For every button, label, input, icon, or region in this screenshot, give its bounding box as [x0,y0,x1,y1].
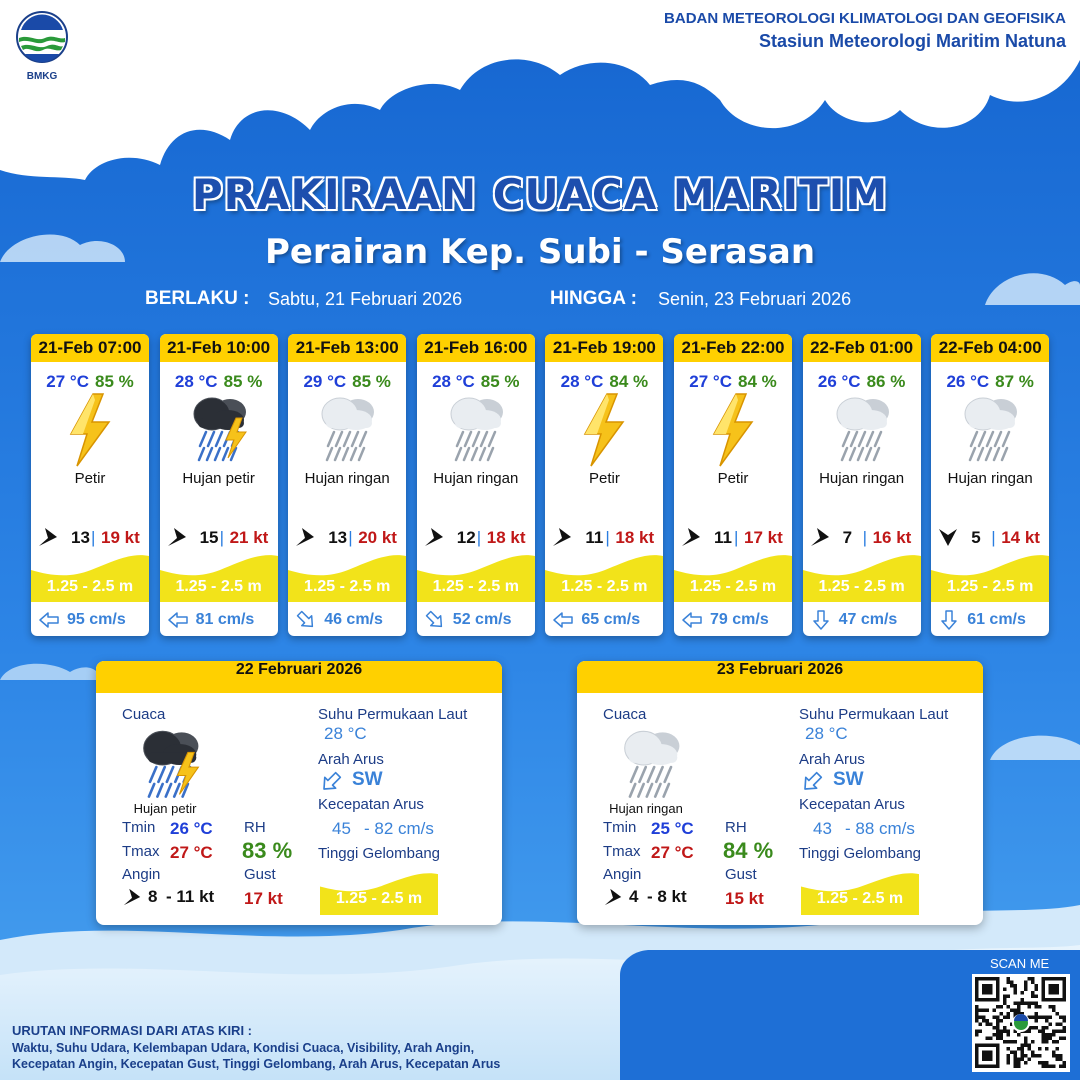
rh-label: RH [725,819,747,836]
relative-humidity: 87 % [995,372,1034,391]
legend-line-2: Kecepatan Angin, Kecepatan Gust, Tinggi Gelombang, Arah Arus, Kecepatan Arus [12,1057,501,1071]
rh-label: RH [244,819,266,836]
weather-label: Cuaca [122,706,166,723]
weather-condition: Hujan petir [182,470,255,487]
wind-gust: 17 kt [744,528,783,547]
weather-condition: Petir [74,470,106,487]
wind-direction-icon [166,526,188,548]
current-direction-icon [682,610,702,630]
wind-separator: | [862,528,868,547]
forecast-card [288,334,406,636]
wind-info [160,526,278,548]
sst-value: 28 °C [324,724,367,743]
wind-direction-icon [937,526,959,548]
current-speed-min: 43 [813,819,832,838]
forecast-time: 22-Feb 04:00 [931,334,1049,362]
wind-gust: 14 kt [1001,528,1040,547]
wind-info [674,526,792,548]
relative-humidity: 84 % [609,372,649,391]
qr-code-icon [972,974,1070,1072]
current-speed: 61 cm/s [967,611,1026,628]
current-speed: 46 cm/s [324,611,383,628]
bmkg-emblem-icon [15,10,69,64]
tmin-label: Tmin [603,819,637,836]
current-speed: 65 cm/s [581,611,641,628]
relative-humidity: 85 % [480,372,520,391]
wind-label: Angin [603,866,642,883]
wind-info [931,526,1049,548]
wind-gust: 19 kt [101,528,140,547]
weather-condition: Hujan ringan [433,470,519,487]
gust-value: 17 kt [244,889,283,908]
forecast-time: 21-Feb 22:00 [674,334,792,362]
wind-direction-icon [680,526,702,548]
wave-height: 1.25 - 2.5 m [689,578,777,595]
current-info [931,608,1049,632]
temp-humidity [931,372,1049,392]
weather-condition: Hujan ringan [947,470,1033,487]
current-info [674,608,792,632]
wind-gust: 16 kt [872,528,912,547]
temp-humidity [288,372,406,392]
relative-humidity: 85 % [352,372,391,391]
wind-separator: | [91,528,96,547]
tmax-value: 27 °C [170,843,213,862]
tmin-label: Tmin [122,819,156,836]
thunderstorm-rain-icon [130,725,210,805]
forecast-card [545,334,663,636]
wind-min: 4 [629,887,639,906]
forecast-time: 21-Feb 16:00 [417,334,535,362]
current-info [160,608,278,632]
wind-max: - 8 kt [647,887,687,906]
current-speed: 79 cm/s [710,611,769,628]
wind-separator: | [348,528,353,547]
wind-direction-icon [423,526,445,548]
light-rain-icon [441,392,511,468]
wind-separator: | [219,528,225,547]
wind-gust: 18 kt [615,528,655,547]
wave-height: 1.25 - 2.5 m [432,578,519,595]
wind-speed: 7 [842,528,853,547]
wave-label: Tinggi Gelombang [318,845,441,862]
page-subtitle: Perairan Kep. Subi - Serasan [264,232,816,272]
wave-height: 1.25 - 2.5 m [561,578,648,595]
agency-name: BADAN METEOROLOGI KLIMATOLOGI DAN GEOFISIKA [664,10,1066,27]
forecast-time: 21-Feb 07:00 [31,334,149,362]
current-info [545,608,663,632]
wind-label: Angin [122,866,161,883]
light-rain-icon [312,392,382,468]
tmax-label: Tmax [603,843,641,860]
current-direction-icon [320,771,342,798]
forecast-time: 21-Feb 10:00 [160,334,278,362]
rh-value: 83 % [242,838,293,863]
current-direction-icon [939,610,959,630]
current-speed-max: - 82 cm/s [364,819,434,838]
validity-period [0,288,1080,312]
valid-from-value: Sabtu, 21 Februari 2026 [268,289,463,309]
weather-condition: Hujan ringan [304,470,390,487]
gust-label: Gust [244,866,276,883]
light-rain-icon [611,725,691,805]
wind-gust: 18 kt [486,528,526,547]
valid-to-label: HINGGA : [550,288,637,309]
current-speed: 81 cm/s [195,611,255,628]
wave-height: 1.25 - 2.5 m [816,890,904,907]
air-temperature: 28 °C [174,372,218,391]
daily-condition: Hujan petir [133,801,197,816]
current-direction-value: SW [833,769,864,790]
wave-height: 1.25 - 2.5 m [46,578,134,595]
temp-humidity [31,372,149,392]
forecast-time: 21-Feb 13:00 [288,334,406,362]
wind-speed: 13 [71,528,90,547]
air-temperature: 28 °C [432,372,475,391]
lightning-icon [569,392,639,468]
air-temperature: 26 °C [946,372,990,391]
wind-separator: | [991,528,996,547]
wave-height: 1.25 - 2.5 m [947,578,1034,595]
temp-humidity [803,372,921,392]
temp-humidity [160,372,278,392]
wind-direction-icon [37,526,59,548]
tmax-value: 27 °C [651,843,694,862]
current-speed: 95 cm/s [67,611,126,628]
forecast-card [160,334,278,636]
air-temperature: 27 °C [689,372,732,391]
wind-info [417,526,535,548]
tmax-label: Tmax [122,843,160,860]
temp-humidity [417,372,535,392]
lightning-icon [55,392,125,468]
daily-date: 22 Februari 2026 [96,661,502,693]
wave-height: 1.25 - 2.5 m [335,890,423,907]
wind-speed: 15 [199,528,219,547]
current-direction-icon [296,610,316,630]
current-direction-icon [168,610,188,630]
bmkg-logo [14,10,70,82]
legend-line-1: Waktu, Suhu Udara, Kelembapan Udara, Kondisi Cuaca, Visibility, Arah Angin, [12,1041,475,1055]
wind-direction-icon [809,526,831,548]
wind-gust: 20 kt [358,528,397,547]
wind-direction-icon [603,887,623,912]
current-speed-min: 45 [332,819,351,838]
sst-label: Suhu Permukaan Laut [318,706,468,723]
air-temperature: 27 °C [46,372,89,391]
current-speed-max: - 88 cm/s [845,819,915,838]
weather-condition: Petir [717,470,749,487]
forecast-time: 22-Feb 01:00 [803,334,921,362]
wind-direction-icon [551,526,573,548]
wind-gust: 21 kt [229,528,269,547]
air-temperature: 29 °C [303,372,347,391]
wind-speed: 5 [971,528,981,547]
wind-speed: 11 [585,528,604,547]
gust-label: Gust [725,866,757,883]
relative-humidity: 84 % [737,372,777,391]
legend-heading: URUTAN INFORMASI DARI ATAS KIRI : [12,1023,252,1038]
tmin-value: 25 °C [651,819,694,838]
forecast-card [674,334,792,636]
wind-max: - 11 kt [166,887,215,906]
logo-text: BMKG [26,71,58,82]
qr-code[interactable] [972,974,1070,1072]
wind-separator: | [734,528,739,547]
scan-me-label: SCAN ME [990,956,1050,971]
wind-direction-icon [294,526,316,548]
current-info [288,608,406,632]
wave-height: 1.25 - 2.5 m [175,578,262,595]
wave-height: 1.25 - 2.5 m [818,578,905,595]
current-direction-icon [425,610,445,630]
valid-to-value: Senin, 23 Februari 2026 [658,289,852,309]
forecast-card [803,334,921,636]
current-info [803,608,921,632]
wind-speed: 12 [456,528,476,547]
legend-footer [12,1023,500,1072]
current-direction-label: Arah Arus [799,751,865,768]
current-speed: 52 cm/s [452,611,512,628]
station-name: Stasiun Meteorologi Maritim Natuna [758,31,1066,51]
current-speed-label: Kecepatan Arus [318,796,424,813]
wind-speed: 11 [714,528,732,547]
current-direction-value: SW [352,769,383,790]
wind-info [545,526,663,548]
temp-humidity [674,372,792,392]
temp-humidity [545,372,663,392]
wind-info [31,526,149,548]
current-direction-icon [801,771,823,798]
daily-summary-card [96,661,502,925]
daily-summary-card [577,661,983,925]
light-rain-icon [955,392,1025,468]
daily-date: 23 Februari 2026 [577,661,983,693]
sst-label: Suhu Permukaan Laut [799,706,949,723]
rh-value: 84 % [723,838,774,863]
thunderstorm-rain-icon [184,392,254,468]
current-speed-label: Kecepatan Arus [799,796,905,813]
wind-info [803,526,921,548]
weather-label: Cuaca [603,706,647,723]
header [664,10,1066,52]
current-direction-icon [39,610,59,630]
lightning-icon [698,392,768,468]
current-direction-icon [553,610,573,630]
air-temperature: 28 °C [560,372,604,391]
wind-separator: | [476,528,482,547]
current-direction-icon [811,610,831,630]
wind-min: 8 [148,887,158,906]
forecast-card [31,334,149,636]
wind-direction-icon [122,887,142,912]
air-temperature: 26 °C [817,372,861,391]
wind-separator: | [605,528,610,547]
gust-value: 15 kt [725,889,764,908]
wave-height: 1.25 - 2.5 m [304,578,391,595]
forecast-card [931,334,1049,636]
valid-from-label: BERLAKU : [145,288,250,309]
relative-humidity: 86 % [866,372,906,391]
wind-info [288,526,406,548]
current-info [417,608,535,632]
tmin-value: 26 °C [170,819,213,838]
relative-humidity: 85 % [94,372,134,391]
wind-speed: 13 [328,528,348,547]
light-rain-icon [827,392,897,468]
weather-condition: Petir [588,470,620,487]
sst-value: 28 °C [805,724,848,743]
weather-condition: Hujan ringan [819,470,905,487]
relative-humidity: 85 % [223,372,263,391]
forecast-card [417,334,535,636]
wave-label: Tinggi Gelombang [799,845,922,862]
daily-condition: Hujan ringan [609,801,683,816]
page-title: PRAKIRAAN CUACA MARITIM [191,170,889,219]
forecast-time: 21-Feb 19:00 [545,334,663,362]
current-direction-label: Arah Arus [318,751,384,768]
current-speed: 47 cm/s [838,611,898,628]
current-info [31,608,149,632]
